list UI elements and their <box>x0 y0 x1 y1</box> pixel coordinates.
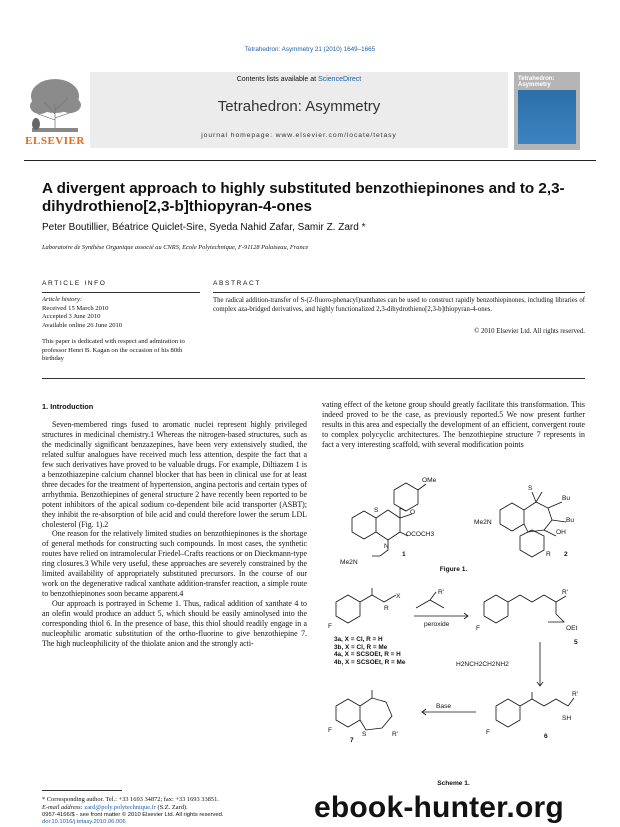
paragraph: One reason for the relatively limited studies on benzothiepinones is the shortage of general methods for constructing such compounds. In most cases, the synthetic routes have relied on intramolecular Friedel–Crafts reactions or on Dieckmann-type ring closures.3 While very useful, these approaches are severely constrained by the limited availability of appropriately substituted precursors. In the course of our work on the degenerative radical xanthate addition-transfer reaction, a simple route to benzothiepinones soon became apparent.4 <box>42 529 307 599</box>
journal-citation[interactable]: Tetrahedron: Asymmetry 21 (2010) 1649–1665 <box>244 46 376 53</box>
rprime-label: R' <box>438 589 445 596</box>
watermark-text: ebook-hunter.org <box>314 791 564 824</box>
article-info-heading: ARTICLE INFO <box>42 280 107 287</box>
cover-artwork <box>518 90 576 144</box>
compound-1-label: 1 <box>402 551 406 558</box>
article-authors: Peter Boutillier, Béatrice Quiclet-Sire, Syeda Nahid Zafar, Samir Z. Zard * <box>42 222 366 233</box>
right-column-text <box>322 400 585 450</box>
footnote-rule <box>42 790 122 791</box>
article-title: A divergent approach to highly substituted benzothiepinones and to 2,3-dihydrothieno[2,3-b]thiopyran-4-ones <box>42 180 565 215</box>
journal-cover-thumbnail[interactable] <box>514 72 580 150</box>
paragraph: Seven-membered rings fused to aromatic nuclei represent highly privileged structures in medicinal chemistry.1 Whereas the nitrogen-based structures, such as the medicinally significant benzazepines, have been very extensively studied, the related sulfur analogues have received much less attention, despite the fact that a few such derivatives have proved to be valuable drugs. For example, Diltiazem 1 is a benzothiazepine calcium channel blocker that has been in clinical use for at least three decades for the treatment of hypertension, angina pectoris and certain types of arrhythmia. Benzothiepines of general structure 2 have recently been reported to be potent inhibitors of the apical sodium co-dependent bile acid transporter (ASBT); they inhibit the re-absorption of bile acid and could therefore lower the serum LDL cholesterol (Fig. 1).2 <box>42 420 307 529</box>
abstract-text: The radical addition-transfer of S-(2-fluoro-phenacyl)xanthates can be used to construct rapidly benzothiepinones, including libraries of complex aza-bridged derivatives, and highly functionalized 2,3-dihydrothieno[2,3-b]thiopyran-4-ones. <box>213 297 585 313</box>
article-history <box>42 296 202 330</box>
header-rule <box>24 160 596 161</box>
journal-name: Tetrahedron: Asymmetry <box>217 98 381 115</box>
diamine-label: H2NCH2CH2NH2 <box>456 661 509 668</box>
compound-entry: 3a, X = Cl, R = H <box>334 636 383 643</box>
abstract-copyright: © 2010 Elsevier Ltd. All rights reserved. <box>474 328 585 335</box>
email-link[interactable]: zard@poly.polytechnique.fr <box>84 804 156 811</box>
s-label: S <box>362 731 367 738</box>
footnote-corresponding <box>42 796 312 812</box>
r-label: R <box>546 551 551 558</box>
scheme1-graphic <box>326 588 588 786</box>
received-date: Received 15 March 2010 <box>42 304 109 312</box>
rprime-label: R' <box>392 731 399 738</box>
paragraph: vating effect of the ketone group should greatly facilitate this transformation. This indeed proved to be the case, as previously reported.5 We now present further results in this area and especially the development of an efficient, convergent route to complex polycyclic architectures. The benzothiepine structure 7 represents in fact a very interesting scaffold, with several modification points <box>322 400 585 449</box>
contents-prefix: Contents lists available at <box>236 76 319 83</box>
compound-entry: 3b, X = Cl, R = Me <box>334 643 388 651</box>
online-date: Available online 26 June 2010 <box>42 321 123 329</box>
compound-2-label: 2 <box>564 551 568 558</box>
footnote-email-line <box>42 804 312 812</box>
accepted-date: Accepted 3 June 2010 <box>42 313 101 320</box>
footnote-contact: * Corresponding author. Tel.: +33 1693 34872; fax: +33 1693 33851. <box>42 796 219 803</box>
abstract-heading: ABSTRACT <box>213 280 261 287</box>
oh-label: OH <box>556 529 566 536</box>
scheme1-compound-list <box>334 636 405 666</box>
bu-label: Bu <box>566 517 575 524</box>
sh-label: SH <box>562 715 572 722</box>
benzene-ring <box>352 511 376 539</box>
abstract-bottom-rule <box>42 378 585 379</box>
sciencedirect-link[interactable]: ScienceDirect <box>318 76 362 83</box>
compound-5-label: 5 <box>574 639 578 646</box>
s-label: S <box>528 485 533 492</box>
history-label: Article history: <box>42 296 83 303</box>
paragraph: Our approach is portrayed in Scheme 1. Thus, radical addition of xanthate 4 to an olefin would produce an adduct 5, which should be easily aminolysed into the corresponding thiol 6. In the presence of base, this thiol should readily engage in a nucleophilic aromatic substitution of the ortho-fluorine to give benzothiepine 7. The high nucleophilicity of the thiolate anion and the strongly acti- <box>42 599 307 648</box>
f-label: F <box>328 727 333 734</box>
compound-entry: 4a, X = SCSOEt, R = H <box>334 651 401 658</box>
cover-title: Tetrahedron: Asymmetry <box>518 76 555 88</box>
author-affiliation: Laboratoire de Synthèse Organique associé au CNRS, Ecole Polytechnique, F-91128 Palaiseau, France <box>42 244 309 251</box>
f-label: F <box>476 625 481 632</box>
peroxide-label: peroxide <box>424 621 450 628</box>
compound-6-label: 6 <box>544 733 548 740</box>
ococh3-label: OCOCH3 <box>406 531 435 538</box>
ome-label: OMe <box>422 477 437 484</box>
bu-label: Bu <box>562 495 571 502</box>
elsevier-wordmark: ELSEVIER <box>25 135 85 147</box>
journal-homepage <box>0 132 598 139</box>
figure1-caption: Figure 1. <box>439 566 468 573</box>
rprime-label: R' <box>572 691 579 698</box>
left-column-text <box>42 420 307 649</box>
compound-7-label: 7 <box>350 737 354 744</box>
figure1-structures <box>324 470 586 568</box>
n-label: N <box>384 543 389 550</box>
o-label: O <box>410 509 416 516</box>
nme2-label: Me2N <box>340 559 358 566</box>
issn-line: 0957-4166/$ - see front matter © 2010 Elsevier Ltd. All rights reserved. <box>42 812 224 818</box>
nme2-label: Me2N <box>474 519 492 526</box>
s-label: S <box>374 507 379 514</box>
x-label: X <box>396 593 401 600</box>
section-heading-introduction: 1. Introduction <box>42 402 94 411</box>
article-info-rule <box>42 292 200 293</box>
email-suffix: (S.Z. Zard). <box>155 804 188 811</box>
r-label: R <box>384 605 389 612</box>
homepage-url[interactable]: www.elsevier.com/locate/tetasy <box>275 132 397 139</box>
f-label: F <box>328 623 333 630</box>
doi-link[interactable]: doi:10.1016/j.tetasy.2010.06.006 <box>42 819 126 825</box>
homepage-prefix: journal homepage: <box>201 132 276 139</box>
abstract-rule <box>213 292 585 293</box>
base-label: Base <box>436 703 452 710</box>
scheme1-caption: Scheme 1. <box>437 780 470 787</box>
contents-line <box>0 76 598 83</box>
rprime-label: R' <box>562 589 569 596</box>
compound-entry: 4b, X = SCSOEt, R = Me <box>334 658 406 666</box>
issn-doi-block <box>42 812 342 826</box>
email-label: E-mail address: <box>42 804 85 811</box>
dedication-note: This paper is dedicated with respect and admiration to professor Henri B. Kagan on the occasion of his 80th birthday <box>42 338 185 362</box>
oet-label: OEt <box>566 625 578 632</box>
f-label: F <box>486 729 491 736</box>
